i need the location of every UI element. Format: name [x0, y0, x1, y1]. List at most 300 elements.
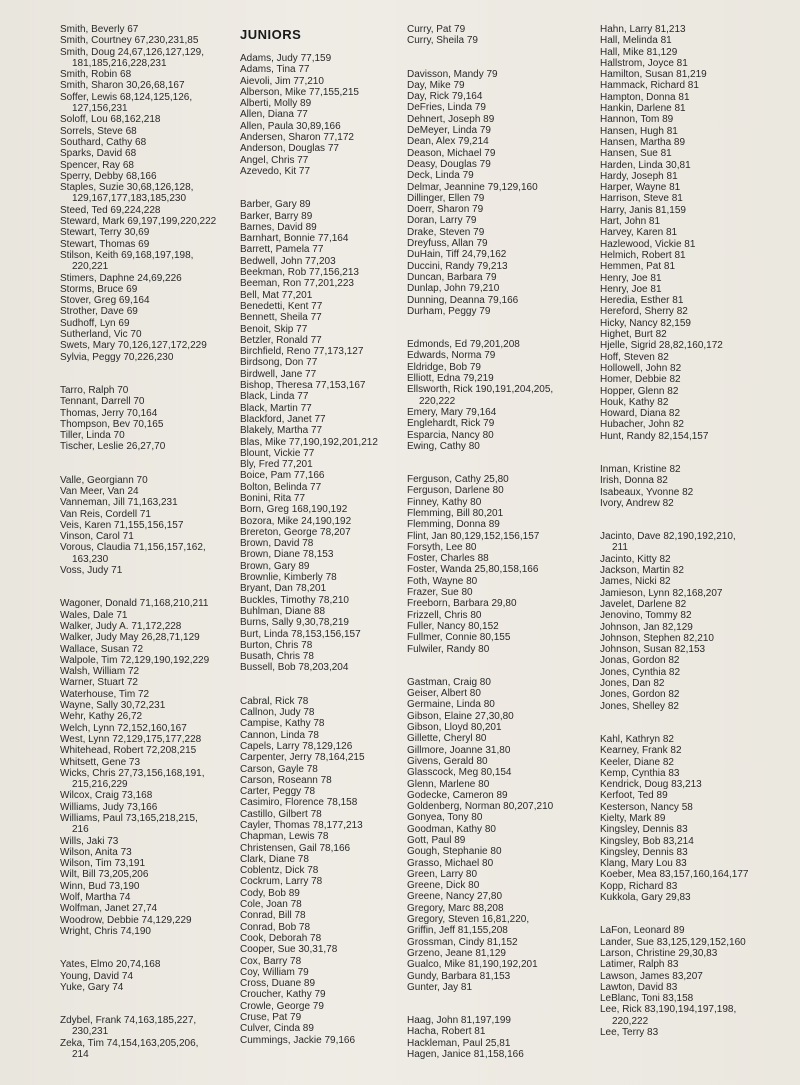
index-entry: Bedwell, John 77,203	[240, 255, 336, 267]
index-column-3	[407, 24, 592, 1060]
index-entry: Gunter, Jay 81	[407, 981, 473, 993]
index-entry: Kopp, Richard 83	[600, 880, 678, 892]
index-entry: Duncan, Barbara 79	[407, 271, 497, 283]
index-entry: Fullmer, Connie 80,155	[407, 632, 511, 644]
index-entry: Stewart, Terry 30,69	[60, 227, 150, 239]
index-entry: DuHain, Tiff 24,79,162	[407, 249, 507, 261]
index-entry: Dillinger, Ellen 79	[407, 192, 485, 204]
index-entry: Kingsley, Bob 83,214	[600, 835, 694, 847]
index-entry: Black, Martin 77	[240, 402, 312, 414]
index-entry: Haag, John 81,197,199	[407, 1015, 511, 1027]
entry-group	[60, 24, 232, 363]
index-entry: Lander, Sue 83,125,129,152,160	[600, 936, 746, 948]
index-entry: Jacinto, Dave 82,190,192,210, 211	[600, 531, 736, 554]
index-entry: Storms, Bruce 69	[60, 283, 138, 295]
index-entry: Flint, Jan 80,129,152,156,157	[407, 530, 540, 542]
index-entry: Sutherland, Vic 70	[60, 329, 142, 341]
index-entry: Kearney, Frank 82	[600, 745, 682, 757]
index-entry: Wilt, Bill 73,205,206	[60, 869, 149, 881]
index-entry: Harvey, Karen 81	[600, 227, 678, 239]
index-entry: Dean, Alex 79,214	[407, 136, 489, 148]
index-entry: Hammack, Richard 81	[600, 80, 699, 92]
index-entry: Walker, Judy A. 71,172,228	[60, 620, 182, 632]
index-entry: Jones, Shelley 82	[600, 700, 679, 712]
index-entry: Englehardt, Rick 79	[407, 418, 495, 430]
index-entry: Castillo, Gilbert 78	[240, 808, 322, 820]
index-entry: Conrad, Bob 78	[240, 921, 311, 933]
index-entry: Bennett, Sheila 77	[240, 312, 322, 324]
index-entry: Henry, Joe 81	[600, 283, 662, 295]
index-entry: Wright, Chris 74,190	[60, 925, 151, 937]
index-entry: Benoit, Skip 77	[240, 323, 308, 335]
entry-group	[600, 464, 795, 509]
index-entry: Cooper, Sue 30,31,78	[240, 944, 338, 956]
index-entry: Yuke, Gary 74	[60, 981, 124, 993]
index-entry: Williams, Judy 73,166	[60, 801, 158, 813]
group-gap	[600, 509, 795, 531]
index-entry: Cook, Deborah 78	[240, 932, 322, 944]
index-entry: Barnhart, Bonnie 77,164	[240, 233, 349, 245]
index-entry: Hardy, Joseph 81	[600, 170, 678, 182]
index-entry: James, Nicki 82	[600, 576, 671, 588]
index-entry: Brereton, George 78,207	[240, 526, 351, 538]
index-entry: Hannon, Tom 89	[600, 114, 674, 126]
index-entry: Brown, Gary 89	[240, 560, 310, 572]
group-gap	[407, 452, 592, 474]
index-entry: Vorous, Claudia 71,156,157,162, 163,230	[60, 542, 206, 565]
index-entry: Wehr, Kathy 26,72	[60, 711, 143, 723]
index-column-4	[600, 24, 795, 1038]
index-entry: Buhlman, Diane 88	[240, 605, 326, 617]
index-entry: Voss, Judy 71	[60, 565, 123, 577]
index-entry: Gillette, Cheryl 80	[407, 733, 487, 745]
index-entry: Kukkola, Gary 29,83	[600, 892, 691, 904]
index-entry: Sperry, Debby 68,166	[60, 170, 157, 182]
index-entry: Lawton, David 83	[600, 981, 678, 993]
index-entry: Greene, Nancy 27,80	[407, 891, 503, 903]
index-entry: Whitehead, Robert 72,208,215	[60, 745, 197, 757]
index-entry: Black, Linda 77	[240, 391, 309, 403]
index-entry: Wilcox, Craig 73,168	[60, 790, 153, 802]
group-gap	[600, 442, 795, 464]
index-entry: Jackson, Martin 82	[600, 565, 684, 577]
index-entry: Ferguson, Darlene 80	[407, 485, 504, 497]
index-entry: Hart, John 81	[600, 216, 661, 228]
index-entry: Irish, Donna 82	[600, 475, 668, 487]
index-entry: Johnson, Stephen 82,210	[600, 632, 714, 644]
index-entry: Welch, Lynn 72,152,160,167	[60, 722, 187, 734]
index-entry: Henry, Joe 81	[600, 272, 662, 284]
group-gap	[60, 993, 232, 1015]
index-entry: Azevedo, Kit 77	[240, 165, 311, 177]
index-entry: Barnes, David 89	[240, 221, 317, 233]
index-entry: Inman, Kristine 82	[600, 463, 681, 475]
index-entry: Gibson, Elaine 27,30,80	[407, 710, 514, 722]
index-entry: Gregory, Marc 88,208	[407, 902, 504, 914]
index-entry: Tischer, Leslie 26,27,70	[60, 441, 166, 453]
index-entry: Lee, Rick 83,190,194,197,198, 220,222	[600, 1004, 737, 1027]
index-entry: Drake, Steven 79	[407, 226, 485, 238]
index-entry: Gillmore, Joanne 31,80	[407, 744, 511, 756]
index-entry: Callnon, Judy 78	[240, 707, 315, 719]
index-entry: Durham, Peggy 79	[407, 305, 491, 317]
index-entry: Southard, Cathy 68	[60, 136, 147, 148]
index-entry: Gough, Stephanie 80	[407, 846, 502, 858]
index-entry: Van Reis, Cordell 71	[60, 508, 151, 520]
index-entry: Aievoli, Jim 77,210	[240, 75, 324, 87]
index-entry: Adams, Tina 77	[240, 64, 310, 76]
index-entry: Thompson, Bev 70,165	[60, 418, 164, 430]
index-entry: Lee, Terry 83	[600, 1027, 659, 1039]
index-entry: Harden, Linda 30,81	[600, 159, 691, 171]
index-entry: Walpole, Tim 72,129,190,192,229	[60, 654, 210, 666]
index-entry: Godecke, Cameron 89	[407, 789, 508, 801]
index-entry: Givens, Gerald 80	[407, 755, 488, 767]
index-entry: Stewart, Thomas 69	[60, 238, 150, 250]
index-entry: Delmar, Jeannine 79,129,160	[407, 181, 538, 193]
index-entry: Walker, Judy May 26,28,71,129	[60, 632, 200, 644]
index-entry: Hjelle, Sigrid 28,82,160,172	[600, 340, 723, 352]
index-entry: Hemmen, Pat 81	[600, 261, 676, 273]
index-entry: Wilson, Tim 73,191	[60, 858, 146, 870]
index-entry: Harper, Wayne 81	[600, 182, 681, 194]
index-entry: Hollowell, John 82	[600, 362, 682, 374]
index-entry: Foth, Wayne 80	[407, 575, 478, 587]
group-gap	[60, 576, 232, 598]
index-entry: Vinson, Carol 71	[60, 531, 134, 543]
index-entry: Goodman, Kathy 80	[407, 823, 496, 835]
index-entry: Soffer, Lewis 68,124,125,126, 127,156,231	[60, 91, 193, 115]
index-entry: Smith, Beverly 67	[60, 24, 139, 35]
index-entry: Cross, Duane 89	[240, 978, 316, 990]
index-entry: Hansen, Sue 81	[600, 148, 672, 160]
index-entry: Sparks, David 68	[60, 148, 137, 160]
index-entry: Burton, Chris 78	[240, 639, 313, 651]
index-entry: Heredia, Esther 81	[600, 295, 684, 307]
index-entry: Hall, Melinda 81	[600, 35, 672, 47]
index-entry: Burt, Linda 78,153,156,157	[240, 628, 361, 640]
group-gap	[407, 993, 592, 1015]
index-entry: Forsyth, Lee 80	[407, 541, 477, 553]
index-entry: Busath, Chris 78	[240, 651, 314, 663]
index-entry: Davisson, Mandy 79	[407, 68, 498, 80]
index-entry: Kendrick, Doug 83,213	[600, 779, 702, 791]
index-entry: Hubacher, John 82	[600, 419, 684, 431]
index-entry: Hicky, Nancy 82,159	[600, 317, 691, 329]
index-entry: Grasso, Michael 80	[407, 857, 494, 869]
index-entry: Hamilton, Susan 81,219	[600, 69, 707, 81]
entry-group	[60, 385, 232, 453]
index-entry: Cody, Bob 89	[240, 887, 300, 899]
index-entry: Wagoner, Donald 71,168,210,211	[60, 598, 209, 610]
index-entry: Valle, Georgiann 70	[60, 474, 148, 486]
index-entry: Winn, Bud 73,190	[60, 880, 140, 892]
index-entry: Carter, Peggy 78	[240, 786, 316, 798]
index-entry: Eldridge, Bob 79	[407, 361, 481, 373]
index-entry: Ferguson, Cathy 25,80	[407, 474, 509, 486]
index-entry: DeMeyer, Linda 79	[407, 125, 491, 137]
index-entry: Adams, Judy 77,159	[240, 53, 332, 64]
index-entry: Whitsett, Gene 73	[60, 756, 141, 768]
index-entry: Day, Rick 79,164	[407, 91, 483, 103]
index-entry: Veis, Karen 71,155,156,157	[60, 519, 184, 531]
index-entry: Cockrum, Larry 78	[240, 876, 323, 888]
index-entry: DeFries, Linda 79	[407, 102, 486, 114]
index-entry: Jenovino, Tommy 82	[600, 610, 692, 622]
index-entry: Finney, Kathy 80	[407, 496, 482, 508]
group-gap	[600, 712, 795, 734]
index-entry: Deasy, Douglas 79	[407, 158, 491, 170]
index-entry: Wilson, Anita 73	[60, 846, 132, 858]
index-entry: Clark, Diane 78	[240, 853, 309, 865]
index-entry: Duccini, Randy 79,213	[407, 260, 508, 272]
index-entry: Brown, David 78	[240, 538, 314, 550]
index-entry: Tiller, Linda 70	[60, 430, 125, 442]
index-entry: Culver, Cinda 89	[240, 1023, 314, 1035]
index-entry: Bozora, Mike 24,190,192	[240, 515, 352, 527]
index-entry: Homer, Debbie 82	[600, 374, 681, 386]
entry-group	[407, 677, 592, 993]
entry-group	[60, 1015, 232, 1060]
index-entry: Cole, Joan 78	[240, 899, 302, 911]
index-entry: Jones, Gordon 82	[600, 689, 680, 701]
index-entry: Elliott, Edna 79,219	[407, 373, 494, 385]
index-entry: Wills, Jaki 73	[60, 835, 119, 847]
index-entry: Coy, William 79	[240, 966, 309, 978]
index-entry: Cayler, Thomas 78,177,213	[240, 820, 363, 831]
index-entry: Allen, Diana 77	[240, 109, 308, 121]
index-entry: Carson, Roseann 78	[240, 774, 332, 786]
index-entry: Carson, Gayle 78	[240, 763, 318, 775]
index-entry: Coblentz, Dick 78	[240, 865, 319, 877]
index-entry: Smith, Courtney 67,230,231,85	[60, 35, 199, 47]
index-entry: Hallstrom, Joyce 81	[600, 57, 688, 69]
index-entry: Campise, Kathy 78	[240, 718, 325, 730]
index-entry: Dunning, Deanna 79,166	[407, 294, 519, 306]
index-entry: Wayne, Sally 30,72,231	[60, 700, 166, 712]
index-entry: Green, Larry 80	[407, 868, 478, 880]
entry-group	[240, 53, 402, 177]
index-entry: Blackford, Janet 77	[240, 413, 326, 425]
index-entry: Blas, Mike 77,190,192,201,212	[240, 436, 378, 448]
index-entry: Bryant, Dan 78,201	[240, 583, 327, 595]
group-gap	[60, 363, 232, 385]
index-entry: Cox, Barry 78	[240, 955, 302, 967]
index-entry: Hacha, Robert 81	[407, 1026, 486, 1038]
index-entry: Casimiro, Florence 78,158	[240, 797, 358, 809]
index-entry: Kingsley, Dennis 83	[600, 846, 688, 858]
entry-group	[240, 696, 402, 1046]
index-entry: Strother, Dave 69	[60, 306, 138, 318]
index-entry: Hahn, Larry 81,213	[600, 24, 686, 35]
index-entry: Freeborn, Barbara 29,80	[407, 598, 517, 610]
index-entry: Flemming, Donna 89	[407, 519, 500, 531]
entry-group	[407, 474, 592, 655]
index-entry: Walsh, William 72	[60, 666, 140, 678]
index-entry: Harrison, Steve 81	[600, 193, 683, 205]
index-entry: Doerr, Sharon 79	[407, 204, 484, 216]
index-entry: Kerfoot, Ted 89	[600, 790, 668, 802]
index-entry: LeBlanc, Toni 83,158	[600, 993, 694, 1005]
index-entry: Stover, Greg 69,164	[60, 295, 150, 307]
index-entry: Birdwell, Jane 77	[240, 368, 317, 380]
entry-group	[240, 199, 402, 673]
index-entry: Hall, Mike 81,129	[600, 46, 678, 58]
index-entry: Kesterson, Nancy 58	[600, 801, 693, 813]
index-entry: Hazlewood, Vickie 81	[600, 238, 696, 250]
index-entry: Gibson, Lloyd 80,201	[407, 722, 502, 734]
index-entry: Blount, Vickie 77	[240, 447, 315, 459]
index-entry: Gualco, Mike 81,190,192,201	[407, 959, 538, 971]
index-entry: Beekman, Rob 77,156,213	[240, 267, 359, 279]
index-entry: Benedetti, Kent 77	[240, 300, 323, 312]
entry-group	[600, 531, 795, 712]
index-entry: Croucher, Kathy 79	[240, 989, 326, 1001]
index-entry: Gastman, Craig 80	[407, 676, 491, 688]
index-entry: Angel, Chris 77	[240, 154, 309, 166]
index-entry: Kemp, Cynthia 83	[600, 767, 680, 779]
index-entry: Gundy, Barbara 81,153	[407, 970, 511, 982]
index-entry: Barber, Gary 89	[240, 199, 311, 211]
entry-group	[600, 734, 795, 903]
index-entry: Wallace, Susan 72	[60, 643, 144, 655]
index-entry: Wicks, Chris 27,73,156,168,191, 215,216,229	[60, 767, 205, 791]
index-entry: Hansen, Martha 89	[600, 136, 686, 148]
index-entry: Waterhouse, Tim 72	[60, 688, 150, 700]
index-entry: Deck, Linda 79	[407, 170, 474, 182]
index-entry: Buckles, Timothy 78,210	[240, 594, 349, 606]
index-entry: Crowle, George 79	[240, 1000, 324, 1012]
index-entry: Dreyfuss, Allan 79	[407, 238, 488, 250]
index-entry: Griffin, Jeff 81,155,208	[407, 925, 508, 937]
index-entry: Zdybel, Frank 74,163,185,227, 230,231	[60, 1015, 197, 1038]
index-entry: Frizzell, Chris 80	[407, 609, 482, 621]
index-entry: Hackleman, Paul 25,81	[407, 1037, 511, 1049]
index-entry: Burns, Sally 9,30,78,219	[240, 617, 349, 629]
entry-group	[600, 925, 795, 1038]
index-entry: Warner, Stuart 72	[60, 677, 138, 689]
index-entry: Beeman, Ron 77,201,223	[240, 278, 354, 290]
index-entry: Stilson, Keith 69,168,197,198, 220,221	[60, 249, 194, 273]
index-entry: Keeler, Diane 82	[600, 756, 674, 768]
index-entry: Tarro, Ralph 70	[60, 384, 129, 396]
index-entry: Grzeno, Jeane 81,129	[407, 947, 506, 959]
index-entry: Cummings, Jackie 79,166	[240, 1034, 356, 1046]
index-entry: Hagen, Janice 81,158,166	[407, 1049, 524, 1061]
index-entry: Edmonds, Ed 79,201,208	[407, 339, 520, 351]
group-gap	[407, 47, 592, 69]
index-entry: Hankin, Darlene 81	[600, 103, 686, 115]
index-entry: Alberti, Molly 89	[240, 98, 312, 110]
entry-group	[60, 598, 232, 937]
index-entry: Hunt, Randy 82,154,157	[600, 430, 709, 442]
index-column-2	[240, 24, 402, 1046]
index-entry: Gregory, Steven 16,81,220,	[407, 914, 530, 926]
index-entry: Bolton, Belinda 77	[240, 481, 322, 493]
index-entry: Brownlie, Kimberly 78	[240, 572, 337, 584]
index-entry: Hampton, Donna 81	[600, 91, 690, 103]
index-entry: Hoff, Steven 82	[600, 351, 669, 363]
index-entry: Bell, Mat 77,201	[240, 289, 313, 301]
index-entry: Boice, Pam 77,166	[240, 470, 325, 482]
entry-group	[60, 475, 232, 577]
index-entry: Kahl, Kathryn 82	[600, 733, 674, 745]
index-entry: Grossman, Cindy 81,152	[407, 936, 518, 948]
index-entry: Birdsong, Don 77	[240, 357, 318, 369]
index-entry: Foster, Wanda 25,80,158,166	[407, 564, 539, 576]
index-entry: Edwards, Norma 79	[407, 350, 496, 362]
group-gap	[407, 317, 592, 339]
index-entry: West, Lynn 72,129,175,177,228	[60, 733, 202, 745]
index-entry: Blakely, Martha 77	[240, 425, 323, 437]
index-entry: Hereford, Sherry 82	[600, 306, 688, 318]
index-entry: Staples, Suzie 30,68,126,128, 129,167,177,183,185,230	[60, 182, 194, 205]
group-gap	[60, 453, 232, 475]
section-heading: JUNIORS	[240, 27, 302, 42]
index-entry: Isabeaux, Yvonne 82	[600, 486, 694, 498]
entry-group	[407, 24, 592, 47]
index-entry: Kingsley, Dennis 83	[600, 824, 688, 836]
index-entry: Dehnert, Joseph 89	[407, 113, 495, 125]
index-entry: Vanneman, Jill 71,163,231	[60, 497, 178, 509]
group-gap	[240, 177, 402, 199]
index-entry: Houk, Kathy 82	[600, 396, 669, 408]
index-entry: Curry, Sheila 79	[407, 35, 478, 47]
index-entry: Capels, Larry 78,129,126	[240, 740, 353, 752]
index-entry: Germaine, Linda 80	[407, 699, 495, 711]
group-gap	[240, 674, 402, 696]
index-entry: Fulwiler, Randy 80	[407, 643, 490, 655]
index-entry: Bonini, Rita 77	[240, 492, 306, 504]
index-entry: Conrad, Bill 78	[240, 910, 306, 922]
index-entry: Gonyea, Tony 80	[407, 812, 483, 824]
index-entry: Geiser, Albert 80	[407, 688, 481, 700]
index-entry: Wolfman, Janet 27,74	[60, 903, 158, 915]
index-entry: Greene, Dick 80	[407, 880, 480, 892]
index-entry: Carpenter, Jerry 78,164,215	[240, 752, 365, 764]
index-entry: Cannon, Linda 78	[240, 729, 319, 741]
index-entry: Koeber, Mea 83,157,160,164,177	[600, 869, 749, 881]
group-gap	[600, 903, 795, 925]
index-entry: Javelet, Darlene 82	[600, 598, 687, 610]
index-entry: Spencer, Ray 68	[60, 159, 134, 171]
index-entry: Stimers, Daphne 24,69,226	[60, 272, 182, 284]
index-entry: Howard, Diana 82	[600, 408, 681, 420]
index-entry: Bishop, Theresa 77,153,167	[240, 380, 366, 392]
index-entry: Deason, Michael 79	[407, 147, 496, 159]
index-entry: Smith, Robin 68	[60, 69, 132, 81]
index-entry: Jones, Cynthia 82	[600, 666, 681, 678]
index-entry: Barker, Barry 89	[240, 210, 313, 222]
index-entry: Foster, Charles 88	[407, 553, 489, 565]
index-entry: Helmich, Robert 81	[600, 249, 686, 261]
index-entry: Steed, Ted 69,224,228	[60, 204, 161, 216]
index-entry: Lawson, James 83,207	[600, 970, 703, 982]
index-entry: Gott, Paul 89	[407, 835, 466, 846]
index-entry: Bly, Fred 77,201	[240, 459, 313, 471]
entry-group	[407, 69, 592, 318]
index-entry: Ellsworth, Rick 190,191,204,205, 220,222	[407, 384, 554, 407]
index-entry: Larson, Christine 29,30,83	[600, 947, 718, 959]
index-entry: Yates, Elmo 20,74,168	[60, 959, 161, 971]
group-gap	[60, 937, 232, 959]
index-entry: Chapman, Lewis 78	[240, 831, 329, 843]
index-entry: Esparcia, Nancy 80	[407, 429, 494, 441]
index-entry: Van Meer, Van 24	[60, 485, 139, 497]
index-entry: Sudhoff, Lyn 69	[60, 317, 130, 329]
index-entry: Johnson, Susan 82,153	[600, 644, 706, 656]
index-entry: Born, Greg 168,190,192	[240, 504, 348, 516]
